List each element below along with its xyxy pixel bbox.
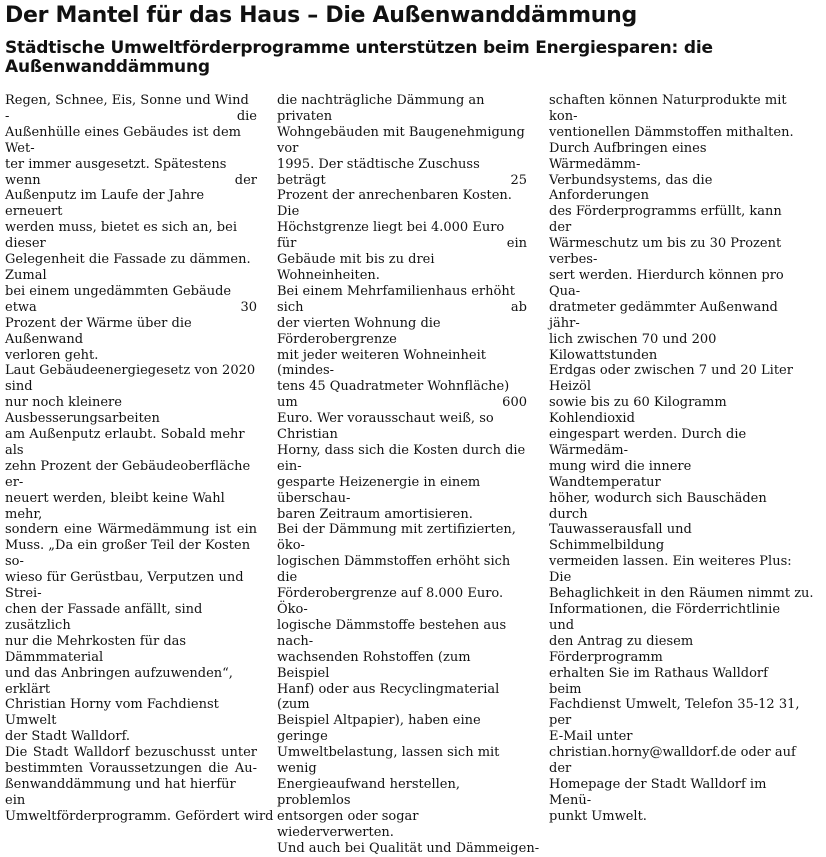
text-line: mit jeder weiteren Wohneinheit (mindes- xyxy=(277,347,486,379)
text-line: dratmeter gedämmter Außenwand jähr- xyxy=(549,299,778,331)
text-line: Energieaufwand herstellen, problemlos xyxy=(277,776,460,808)
text-line: neuert werden, bleibt keine Wahl mehr, xyxy=(5,490,225,522)
text-line: sondern eine Wärmedämmung ist ein xyxy=(5,522,257,538)
article-subheadline: Städtische Umweltförderprogramme unterstützen beim Energiesparen: die Außenwanddämmung xyxy=(5,38,713,77)
text-line: Und auch bei Qualität und Dämmeigen- xyxy=(277,840,540,856)
text-line: Euro. Wer vorausschaut weiß, so Christian xyxy=(277,411,494,443)
text-line: Prozent der Wärme über die Außenwand xyxy=(5,315,192,347)
text-line: Regen, Schnee, Eis, Sonne und Wind - die xyxy=(5,93,257,124)
text-line: Homepage der Stadt Walldorf im Menü- xyxy=(549,776,767,808)
text-line: Höchstgrenze liegt bei 4.000 Euro für ein xyxy=(277,220,527,252)
text-line: wachsenden Rohstoffen (zum Beispiel xyxy=(277,649,471,681)
text-line: christian.horny@walldorf.de oder auf der xyxy=(549,745,796,777)
article-column-3 xyxy=(549,93,814,825)
text-line: ventionellen Dämmstoffen mithalten. xyxy=(549,124,794,140)
text-line: Bei einem Mehrfamilienhaus erhöht sich ab xyxy=(277,283,527,315)
text-line: den Antrag zu diesem Förderprogramm xyxy=(549,633,694,665)
text-line: tens 45 Quadratmeter Wohnfläche) um 600 xyxy=(277,379,527,411)
text-line: Wärmeschutz um bis zu 30 Prozent verbes- xyxy=(549,236,782,268)
text-line: Die Stadt Walldorf bezuschusst unter xyxy=(5,745,257,761)
text-line: Informationen, die Förderrichtlinie und xyxy=(549,602,781,633)
text-line: Gelegenheit die Fassade zu dämmen. Zumal xyxy=(5,252,251,283)
text-line: Außenhülle eines Gebäudes ist dem Wet- xyxy=(5,124,241,156)
text-line: werden muss, bietet es sich an, bei dieser xyxy=(5,220,237,252)
text-line: Umweltförderprogramm. Gefördert wird xyxy=(5,808,274,824)
text-line: sert werden. Hierdurch können pro Qua- xyxy=(549,267,784,299)
article-column-1 xyxy=(5,93,274,825)
text-line: lich zwischen 70 und 200 Kilowattstunden xyxy=(549,331,717,363)
text-line: sowie bis zu 60 Kilogramm Kohlendioxid xyxy=(549,395,727,427)
text-line: ßenwanddämmung und hat hierfür ein xyxy=(5,776,236,808)
text-line: Wohngebäuden mit Baugenehmigung vor xyxy=(277,124,525,156)
text-line: Umweltbelastung, lassen sich mit wenig xyxy=(277,745,500,777)
text-line: des Förderprogramms erfüllt, kann der xyxy=(549,204,782,236)
text-line: der vierten Wohnung die Förderobergrenze xyxy=(277,315,441,347)
text-line: Christian Horny vom Fachdienst Umwelt xyxy=(5,697,219,729)
text-line: höher, wodurch sich Bauschäden durch xyxy=(549,490,767,522)
text-line: ter immer ausgesetzt. Spätestens wenn der xyxy=(5,156,257,188)
text-line: vermeiden lassen. Ein weiteres Plus: Die xyxy=(549,554,792,586)
text-line: entsorgen oder sogar wiederverwerten. xyxy=(277,808,419,840)
text-line: punkt Umwelt. xyxy=(549,808,647,824)
text-line: gesparte Heizenergie in einem überschau- xyxy=(277,474,481,506)
text-line: Horny, dass sich die Kosten durch die ein- xyxy=(277,442,526,474)
text-line: Tauwasserausfall und Schimmelbildung xyxy=(549,522,692,554)
text-line: verloren geht. xyxy=(5,347,99,363)
text-line: logischen Dämmstoffen erhöht sich die xyxy=(277,554,511,586)
text-line: Muss. „Da ein großer Teil der Kosten so- xyxy=(5,538,251,570)
text-line: erhalten Sie im Rathaus Walldorf beim xyxy=(549,665,768,697)
text-line: Fachdienst Umwelt, Telefon 35-12 31, per xyxy=(549,697,800,729)
text-line: eingespart werden. Durch die Wärmedäm- xyxy=(549,427,747,458)
text-line: E-Mail unter xyxy=(549,729,633,745)
text-line: Förderobergrenze auf 8.000 Euro. Öko- xyxy=(277,586,504,617)
text-line: bei einem ungedämmten Gebäude etwa 30 xyxy=(5,283,257,315)
text-line: zehn Prozent der Gebäudeoberfläche er- xyxy=(5,458,251,490)
text-line: schaften können Naturprodukte mit kon- xyxy=(549,93,787,124)
text-line: am Außenputz erlaubt. Sobald mehr als xyxy=(5,427,245,458)
text-line: logische Dämmstoffe bestehen aus nach- xyxy=(277,617,507,649)
text-line: Erdgas oder zwischen 7 und 20 Liter Heizöl xyxy=(549,363,793,395)
text-line: und das Anbringen aufzuwenden“, erklärt xyxy=(5,665,233,697)
text-line: der Stadt Walldorf. xyxy=(5,729,131,745)
text-line: mung wird die innere Wandtemperatur xyxy=(549,458,692,490)
text-line: die nachträgliche Dämmung an privaten xyxy=(277,93,485,124)
text-line: Außenputz im Laufe der Jahre erneuert xyxy=(5,188,205,220)
text-line: Gebäude mit bis zu drei Wohneinheiten. xyxy=(277,252,435,283)
text-line: Verbundsystems, das die Anforderungen xyxy=(549,172,713,204)
text-line: Behaglichkeit in den Räumen nimmt zu. xyxy=(549,586,814,602)
text-line: Bei der Dämmung mit zertifizierten, öko- xyxy=(277,522,516,554)
text-line: wieso für Gerüstbau, Verputzen und Strei- xyxy=(5,570,244,602)
article-column-2 xyxy=(277,93,540,857)
text-line: Laut Gebäudeenergiegesetz von 2020 sind xyxy=(5,363,256,395)
text-line: chen der Fassade anfällt, sind zusätzlich xyxy=(5,602,203,633)
text-line: nur noch kleinere Ausbesserungsarbeiten xyxy=(5,395,160,427)
text-line: baren Zeitraum amortisieren. xyxy=(277,506,473,522)
text-line: Prozent der anrechenbaren Kosten. Die xyxy=(277,188,512,220)
text-line: bestimmten Voraussetzungen die Au- xyxy=(5,761,257,777)
article-headline: Der Mantel für das Haus – Die Außenwanddämmung xyxy=(5,3,637,28)
text-line: Beispiel Altpapier), haben eine geringe xyxy=(277,713,481,745)
text-line: Hanf) oder aus Recyclingmaterial (zum xyxy=(277,681,500,713)
text-line: nur die Mehrkosten für das Dämmmaterial xyxy=(5,633,187,665)
text-line: Durch Aufbringen eines Wärmedämm- xyxy=(549,140,707,172)
text-line: 1995. Der städtische Zuschuss beträgt 25 xyxy=(277,156,527,188)
